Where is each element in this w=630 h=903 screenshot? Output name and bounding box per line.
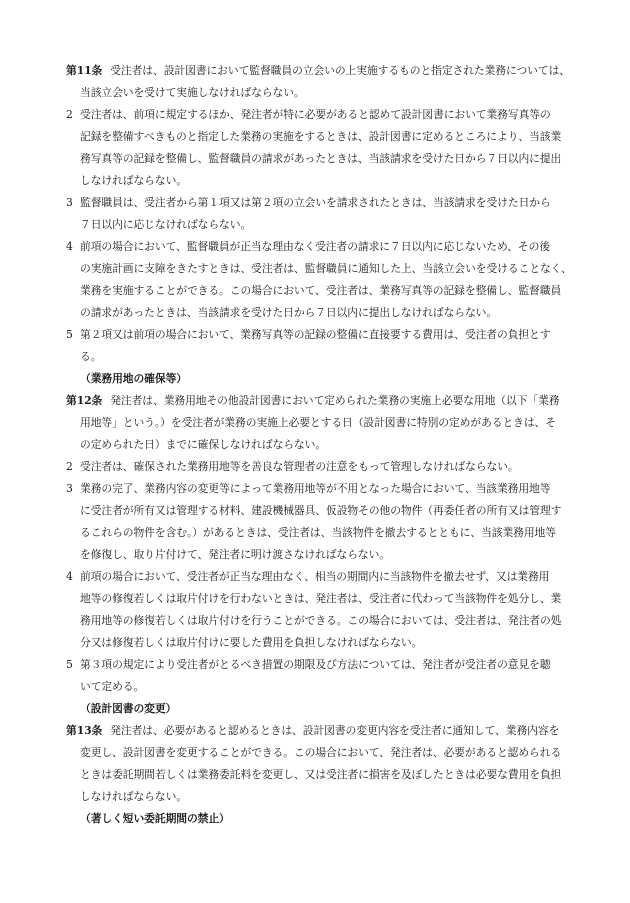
section-heading: （著しく短い委託期間の禁止） bbox=[80, 812, 230, 825]
article-12-para-4-line-4: 分又は修復若しくは取片付けに要した費用を負担しなければならない。 bbox=[80, 636, 423, 649]
article-13-line-1: 第13条 発注者は、必要があると認めるときは、設計図書の変更内容を受注者に通知して、業務内容を bbox=[66, 724, 560, 737]
article-11-para-2-line-2: 記録を整備すべきものと指定した業務の実施をするときは、設計図書に定めるところにより、当該業 bbox=[80, 130, 562, 143]
paragraph-number: 2 bbox=[66, 108, 73, 121]
article-12-para-4-line-3: 務用地等の修復若しくは取片付けを行うことができる。この場合においては、受注者は、発注者の処 bbox=[80, 614, 562, 627]
article-13-line-3: ときは委託期間若しくは業務委託料を変更し、又は受注者に損害を及ぼしたときは必要な費用を負担 bbox=[80, 768, 562, 781]
article-12-line-1: 第12条 発注者は、業務用地その他設計図書において定められた業務の実施上必要な用地（以下「業務 bbox=[66, 394, 560, 407]
article-11-para-5-line-2: る。 bbox=[80, 350, 102, 363]
article-12-para-5-line-2: いて定める。 bbox=[80, 680, 145, 693]
article-11-line-1: 第11条 受注者は、設計図書において監督職員の立会いの上実施するものと指定された業務については、 bbox=[66, 64, 570, 77]
paragraph-number: 4 bbox=[66, 240, 73, 253]
paragraph-number: 5 bbox=[66, 328, 73, 341]
article-12-para-3-line-1: 3 業務の完了、業務内容の変更等によって業務用地等が不用となった場合において、当該業務用地等 bbox=[66, 478, 574, 500]
article-11-para-5-line-1: 5 第２項又は前項の場合において、業務写真等の記録の整備に直接要する費用は、受注者の負担とす bbox=[66, 324, 574, 346]
article-12-para-3-line-4: を修復し、取り片付けて、発注者に明け渡さなければならない。 bbox=[80, 548, 390, 561]
section-heading: （設計図書の変更） bbox=[80, 702, 177, 715]
article-number: 第11条 bbox=[66, 64, 103, 77]
article-12-para-2-line-1: 2 受注者は、確保された業務用地等を善良な管理者の注意をもって管理しなければならない。 bbox=[66, 456, 574, 478]
article-13-line-4: しなければならない。 bbox=[80, 790, 187, 803]
article-11-para-3-line-1: 3 監督職員は、受注者から第１項又は第２項の立会いを請求されたときは、当該請求を受けた日から bbox=[66, 192, 574, 214]
article-number: 第13条 bbox=[66, 724, 103, 737]
article-13-line-2: 変更し、設計図書を変更することができる。この場合において、発注者は、必要があると認められる bbox=[80, 746, 562, 759]
article-11-para-4-line-4: の請求があったときは、当該請求を受けた日から７日以内に提出しなければならない。 bbox=[80, 306, 498, 319]
paragraph-number: 3 bbox=[66, 196, 73, 209]
article-11-para-4-line-1: 4 前項の場合において、監督職員が正当な理由なく受注者の請求に７日以内に応じないため、その後 bbox=[66, 236, 574, 258]
article-12-para-3-line-2: に受注者が所有又は管理する材料、建設機械器具、仮設物その他の物件（再委任者の所有又は管理す bbox=[80, 504, 562, 517]
article-12-para-3-line-3: るこれらの物件を含む。）があるときは、受注者は、当該物件を撤去するとともに、当該業務用地等 bbox=[80, 526, 556, 539]
article-11-para-4-line-3: 業務を実施することができる。この場合において、受注者は、業務写真等の記録を整備し、監督職員 bbox=[80, 284, 562, 297]
paragraph-number: 5 bbox=[66, 658, 73, 671]
paragraph-number: 4 bbox=[66, 570, 73, 583]
article-12-line-2: 用地等」という。）を受注者が業務の実施上必要とする日（設計図書に特別の定めがあるときは、そ bbox=[80, 416, 556, 429]
article-11-para-2-line-4: しなければならない。 bbox=[80, 174, 187, 187]
article-11-para-3-line-2: ７日以内に応じなければならない。 bbox=[80, 218, 252, 231]
article-11-line-2: 当該立会いを受けて実施しなければならない。 bbox=[80, 86, 305, 99]
paragraph-number: 2 bbox=[66, 460, 73, 473]
article-12-para-5-line-1: 5 第３項の規定により受注者がとるべき措置の期限及び方法については、発注者が受注者の意見を聴 bbox=[66, 654, 574, 676]
article-11-para-2-line-1: 2 受注者は、前項に規定するほか、発注者が特に必要があると認めて設計図書において業務写真等の bbox=[66, 104, 574, 126]
section-heading: （業務用地の確保等） bbox=[80, 372, 187, 385]
article-number: 第12条 bbox=[66, 394, 103, 407]
article-11-para-2-line-3: 務写真等の記録を整備し、監督職員の請求があったときは、当該請求を受けた日から７日以内に提出 bbox=[80, 152, 562, 165]
article-11-para-4-line-2: の実施計画に支障をきたすときは、受注者は、監督職員に通知した上、当該立会いを受けることなく、 bbox=[80, 262, 572, 275]
article-12-para-4-line-2: 地等の修復若しくは取片付けを行わないときは、発注者は、受注者に代わって当該物件を処分し、業 bbox=[80, 592, 562, 605]
article-12-para-4-line-1: 4 前項の場合において、受注者が正当な理由なく、相当の期間内に当該物件を撤去せず、又は業務用 bbox=[66, 566, 574, 588]
paragraph-number: 3 bbox=[66, 482, 73, 495]
article-12-line-3: の定められた日）までに確保しなければならない。 bbox=[80, 438, 327, 451]
